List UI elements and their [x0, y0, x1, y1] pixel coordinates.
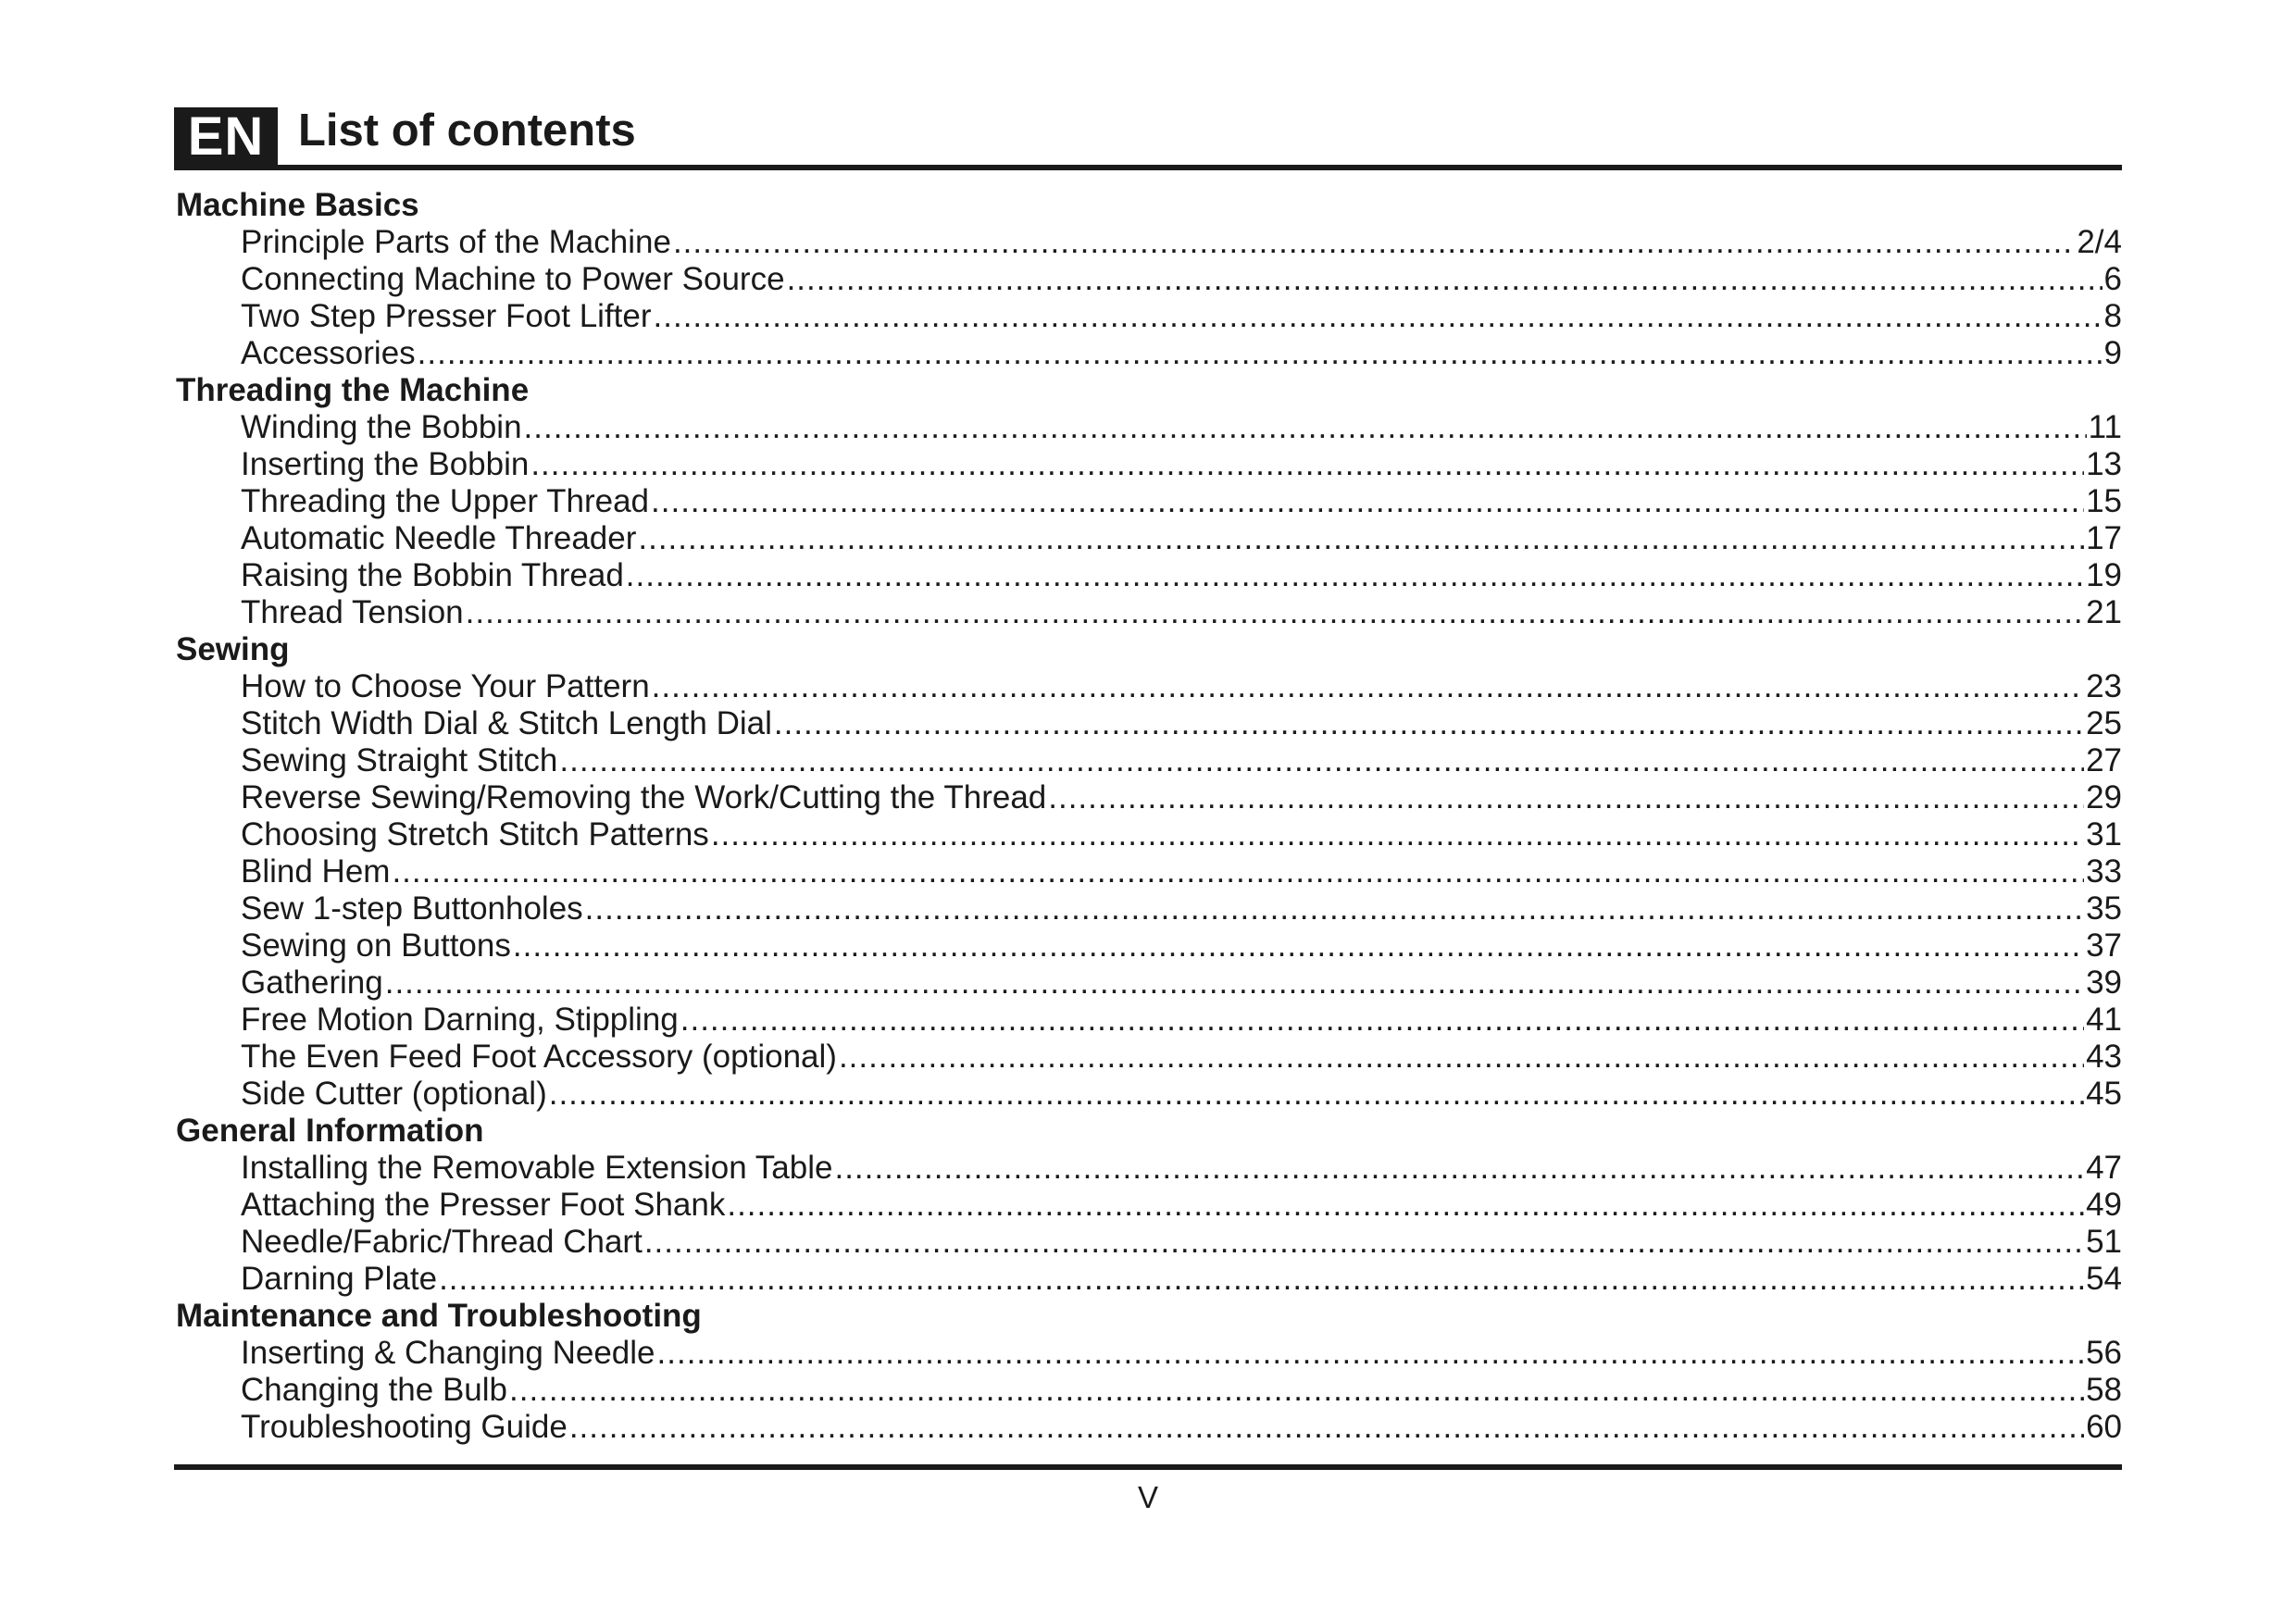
toc-entry-label: Side Cutter (optional) [241, 1076, 547, 1112]
page-header [174, 107, 2122, 170]
toc-entry-label: Attaching the Presser Foot Shank [241, 1187, 726, 1223]
toc-entry-label: Thread Tension [241, 594, 464, 630]
dot-leader [654, 298, 2103, 335]
section-title: General Information [176, 1113, 484, 1149]
dot-leader [839, 1039, 2084, 1076]
toc-entry-label: Stitch Width Dial & Stitch Length Dial [241, 705, 772, 741]
toc-entry[interactable] [176, 261, 2122, 298]
toc-entry-label: Darning Plate [241, 1261, 438, 1297]
toc-entry-label: Installing the Removable Extension Table [241, 1150, 833, 1186]
page-number: V [1137, 1480, 1158, 1514]
dot-leader [644, 1224, 2084, 1261]
dot-leader [509, 1372, 2084, 1409]
toc-entry-page: 6 [2103, 261, 2122, 297]
toc-entry-label: Inserting & Changing Needle [241, 1335, 655, 1371]
toc-entry-page: 11 [2088, 409, 2122, 445]
toc-entry[interactable] [176, 1372, 2122, 1409]
toc-entry[interactable] [176, 927, 2122, 965]
toc-entry-label: Winding the Bobbin [241, 409, 522, 445]
section-title: Machine Basics [176, 187, 419, 223]
toc-entry-label: The Even Feed Foot Accessory (optional) [241, 1039, 837, 1075]
toc-entry[interactable] [176, 1039, 2122, 1076]
toc-entry-label: Needle/Fabric/Thread Chart [241, 1224, 643, 1260]
dot-leader [513, 927, 2084, 965]
dot-leader [711, 816, 2084, 853]
toc-entry-label: Reverse Sewing/Removing the Work/Cutting the Thread [241, 779, 1047, 815]
toc-entry[interactable] [176, 890, 2122, 927]
toc-entry[interactable] [176, 668, 2122, 705]
toc-entry[interactable] [176, 1076, 2122, 1113]
toc-entry-page: 25 [2086, 705, 2122, 741]
dot-leader [638, 520, 2084, 557]
toc-entry[interactable] [176, 1150, 2122, 1187]
toc-entry-page: 49 [2086, 1187, 2122, 1223]
toc-entry-page: 9 [2103, 335, 2122, 371]
dot-leader [385, 965, 2084, 1002]
toc-entry-page: 17 [2086, 520, 2122, 556]
toc-entry[interactable] [176, 1335, 2122, 1372]
section-title: Threading the Machine [176, 372, 530, 408]
toc-entry[interactable] [176, 520, 2122, 557]
dot-leader [652, 668, 2084, 705]
dot-leader [834, 1150, 2084, 1187]
toc-entry-label: Sewing on Buttons [241, 927, 511, 964]
toc-entry-label: Threading the Upper Thread [241, 483, 650, 519]
toc-entry[interactable] [176, 409, 2122, 446]
toc-entry-page: 54 [2086, 1261, 2122, 1297]
toc-entry[interactable] [176, 594, 2122, 631]
toc-entry-label: Accessories [241, 335, 416, 371]
toc-entry-page: 47 [2086, 1150, 2122, 1186]
toc-entry-page: 41 [2086, 1002, 2122, 1038]
toc-entry-page: 29 [2086, 779, 2122, 815]
toc-entry[interactable] [176, 705, 2122, 742]
section-title: Sewing [176, 631, 290, 667]
toc-section [176, 372, 2122, 631]
toc-entry[interactable] [176, 1409, 2122, 1446]
toc-entry-page: 2/4 [2077, 224, 2122, 260]
dot-leader [530, 446, 2084, 483]
dot-leader [524, 409, 2087, 446]
toc-entry[interactable] [176, 335, 2122, 372]
toc-entry-page: 60 [2086, 1409, 2122, 1445]
toc-entry[interactable] [176, 298, 2122, 335]
toc-entry-page: 37 [2086, 927, 2122, 964]
toc-entry-label: Raising the Bobbin Thread [241, 557, 624, 593]
toc-entry[interactable] [176, 1224, 2122, 1261]
toc-entry-label: Principle Parts of the Machine [241, 224, 671, 260]
toc-entry-label: Automatic Needle Threader [241, 520, 637, 556]
toc-entry-page: 19 [2086, 557, 2122, 593]
toc-entry[interactable] [176, 742, 2122, 779]
toc-entry[interactable] [176, 816, 2122, 853]
toc-section [176, 1113, 2122, 1298]
toc-entry-label: Two Step Presser Foot Lifter [241, 298, 652, 334]
toc-entry-page: 31 [2086, 816, 2122, 853]
toc-entry-label: Sew 1-step Buttonholes [241, 890, 583, 927]
dot-leader [585, 890, 2084, 927]
page-title: List of contents [298, 106, 636, 156]
toc-entry-label: Sewing Straight Stitch [241, 742, 558, 778]
table-of-contents [176, 187, 2122, 1446]
toc-entry-page: 43 [2086, 1039, 2122, 1075]
language-badge: EN [174, 107, 278, 165]
toc-section [176, 187, 2122, 372]
toc-entry-page: 23 [2086, 668, 2122, 704]
toc-entry[interactable] [176, 224, 2122, 261]
toc-entry-page: 45 [2086, 1076, 2122, 1112]
toc-entry[interactable] [176, 1187, 2122, 1224]
toc-entry-page: 8 [2103, 298, 2122, 334]
toc-entry-label: Troubleshooting Guide [241, 1409, 568, 1445]
toc-entry[interactable] [176, 557, 2122, 594]
toc-section [176, 631, 2122, 1113]
toc-entry[interactable] [176, 446, 2122, 483]
dot-leader [626, 557, 2084, 594]
toc-entry-page: 51 [2086, 1224, 2122, 1260]
toc-entry-label: Blind Hem [241, 853, 391, 890]
toc-entry-label: Changing the Bulb [241, 1372, 507, 1408]
toc-entry-page: 21 [2086, 594, 2122, 630]
toc-entry-label: Connecting Machine to Power Source [241, 261, 785, 297]
toc-entry-page: 33 [2086, 853, 2122, 890]
toc-entry[interactable] [176, 1002, 2122, 1039]
dot-leader [651, 483, 2084, 520]
dot-leader [727, 1187, 2084, 1224]
toc-entry-page: 35 [2086, 890, 2122, 927]
toc-entry-label: Free Motion Darning, Stippling [241, 1002, 679, 1038]
toc-entry-page: 39 [2086, 965, 2122, 1001]
toc-entry[interactable] [176, 853, 2122, 890]
dot-leader [466, 594, 2084, 631]
toc-entry-page: 15 [2086, 483, 2122, 519]
dot-leader [439, 1261, 2084, 1298]
dot-leader [418, 335, 2103, 372]
toc-entry-page: 58 [2086, 1372, 2122, 1408]
dot-leader [673, 224, 2075, 261]
toc-entry[interactable] [176, 965, 2122, 1002]
toc-entry[interactable] [176, 1261, 2122, 1298]
toc-entry-page: 13 [2086, 446, 2122, 482]
dot-leader [392, 853, 2084, 890]
toc-entry-label: How to Choose Your Pattern [241, 668, 650, 704]
toc-entry-page: 27 [2086, 742, 2122, 778]
section-title: Maintenance and Troubleshooting [176, 1298, 702, 1334]
toc-entry-label: Gathering [241, 965, 383, 1001]
toc-entry-label: Inserting the Bobbin [241, 446, 530, 482]
dot-leader [569, 1409, 2084, 1446]
dot-leader [1048, 779, 2084, 816]
dot-leader [657, 1335, 2085, 1372]
toc-entry-label: Choosing Stretch Stitch Patterns [241, 816, 709, 853]
toc-entry[interactable] [176, 483, 2122, 520]
dot-leader [559, 742, 2084, 779]
dot-leader [549, 1076, 2084, 1113]
dot-leader [787, 261, 2103, 298]
dot-leader [680, 1002, 2084, 1039]
toc-entry[interactable] [176, 779, 2122, 816]
toc-entry-page: 56 [2086, 1335, 2122, 1371]
toc-section [176, 1298, 2122, 1446]
dot-leader [774, 705, 2084, 742]
footer-divider [174, 1464, 2122, 1470]
